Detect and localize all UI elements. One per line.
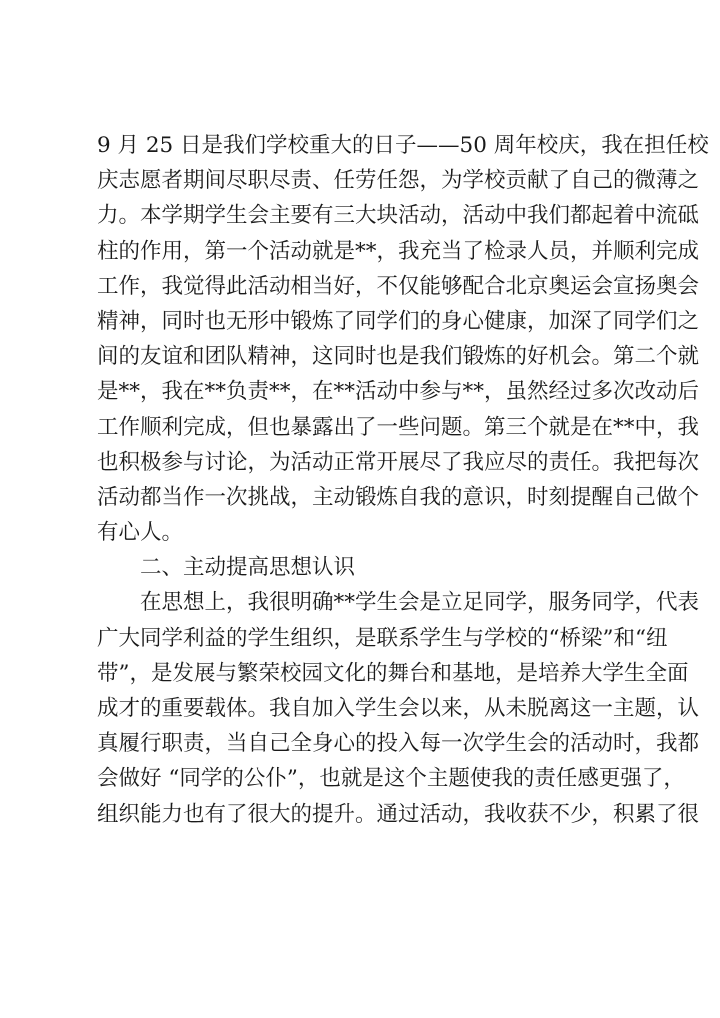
text-line: 活动都当作一次挑战，主动锻炼自我的意识，时刻提醒自己做个 (97, 484, 700, 510)
text-line: 是**，我在**负责**，在**活动中参与**，虽然经过多次改动后 (97, 379, 700, 405)
paragraph-first-line: 在思想上，我很明确**学生会是立足同学，服务同学，代表 (140, 590, 700, 616)
text-line: 组织能力也有了很大的提升。通过活动，我收获不少，积累了很 (97, 801, 700, 827)
text-line: 成才的重要载体。我自加入学生会以来，从未脱离这一主题，认 (97, 696, 700, 721)
text-line: 也积极参与讨论，为活动正常开展尽了我应尽的责任。我把每次 (97, 449, 700, 475)
body-text (97, 128, 709, 832)
section-heading: 二、主动提高思想认识 (140, 555, 356, 581)
text-line: 9 月 25 日是我们学校重大的日子——50 周年校庆，我在担任校 (97, 133, 709, 158)
text-line: 工作顺利完成，但也暴露出了一些问题。第三个就是在**中，我 (97, 414, 700, 440)
text-line: 带”，是发展与繁荣校园文化的舞台和基地，是培养大学生全面 (97, 660, 689, 686)
text-line: 会做好 “同学的公仆”，也就是这个主题使我的责任感更强了， (97, 766, 685, 792)
text-line: 真履行职责，当自己全身心的投入每一次学生会的活动时，我都 (97, 731, 700, 757)
text-line: 广大同学利益的学生组织，是联系学生与学校的“桥梁”和“纽 (97, 625, 668, 651)
text-line: 柱的作用，第一个活动就是**，我充当了检录人员，并顺利完成 (97, 238, 700, 264)
text-line: 工作，我觉得此活动相当好，不仅能够配合北京奥运会宣扬奥会 (97, 273, 700, 299)
text-line: 间的友谊和团队精神，这同时也是我们锻炼的好机会。第二个就 (97, 344, 700, 370)
text-line: 精神，同时也无形中锻炼了同学们的身心健康，加深了同学们之 (97, 308, 700, 334)
text-line: 庆志愿者期间尽职尽责、任劳任怨，为学校贡献了自己的微薄之 (97, 168, 700, 194)
text-line: 力。本学期学生会主要有三大块活动，活动中我们都起着中流砥 (97, 203, 700, 229)
paragraph-end-line: 有心人。 (97, 520, 184, 546)
